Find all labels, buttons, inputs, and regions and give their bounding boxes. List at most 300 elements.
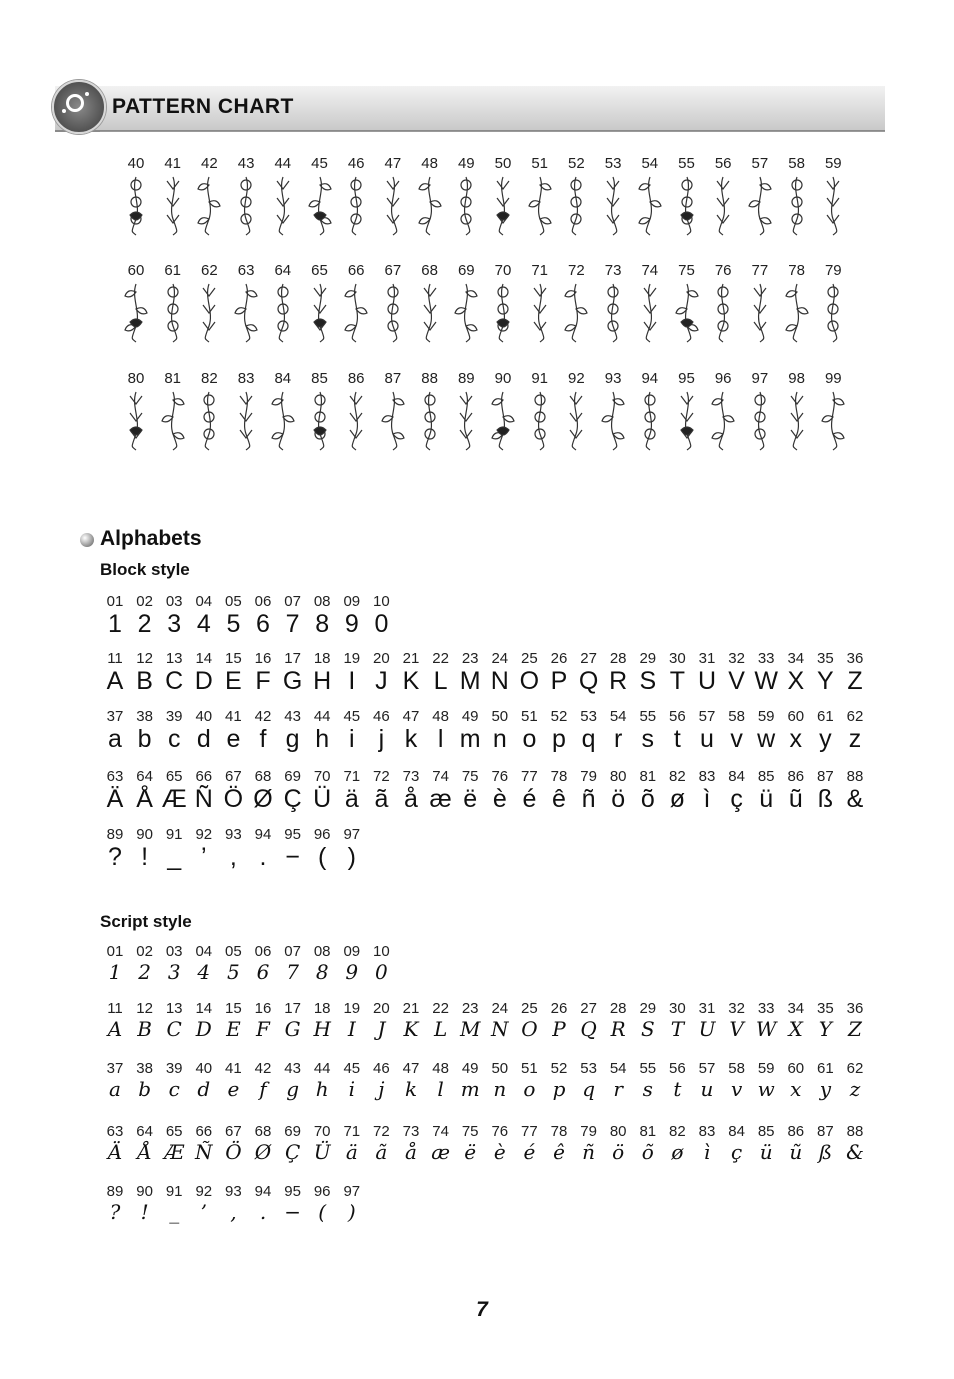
- alphabet-number: 33: [757, 650, 775, 667]
- alphabet-number: 32: [728, 650, 745, 667]
- alphabet-character: W: [755, 1017, 777, 1041]
- alphabet-character: 7: [286, 960, 299, 984]
- alphabet-number: 92: [195, 1183, 213, 1200]
- alphabet-character: &: [846, 785, 864, 813]
- alphabet-number: 60: [787, 708, 805, 725]
- stitch-pattern-icon: [415, 282, 445, 344]
- alphabet-number: 28: [609, 1000, 627, 1017]
- pattern-number: 45: [311, 155, 328, 172]
- pattern-number: 46: [347, 155, 365, 172]
- alphabet-number: 84: [728, 1123, 745, 1140]
- alphabet-character: ß: [818, 1140, 833, 1164]
- alphabet-character: 3: [167, 960, 181, 984]
- alphabet-character: .: [259, 1200, 267, 1224]
- alphabet-character: 8: [315, 610, 330, 638]
- alphabet-character: W: [754, 667, 778, 695]
- stitch-pattern-icon: [121, 175, 151, 237]
- alphabet-number: 08: [313, 943, 331, 960]
- alphabet-character: Q: [578, 667, 599, 695]
- alphabet-number: 88: [846, 1123, 864, 1140]
- pattern-number: 57: [751, 155, 769, 172]
- alphabet-character: E: [225, 667, 242, 695]
- alphabet-number: 61: [817, 1060, 834, 1077]
- alphabet-number: 65: [165, 768, 183, 785]
- stitch-pattern-icon: [451, 390, 481, 452]
- alphabet-number: 74: [432, 1123, 449, 1140]
- pattern-number: 96: [714, 370, 732, 387]
- alphabet-number: 22: [432, 1000, 449, 1017]
- alphabet-character: X: [788, 1017, 803, 1041]
- alphabet-character: ü: [759, 785, 774, 813]
- alphabet-character: 2: [137, 610, 152, 638]
- alphabet-character: ä: [344, 785, 359, 813]
- alphabet-character: M: [459, 1017, 481, 1041]
- alphabet-number: 52: [550, 708, 568, 725]
- stitch-pattern-icon: [635, 282, 665, 344]
- pattern-number: 93: [604, 370, 622, 387]
- stitch-pattern-icon: [305, 390, 335, 452]
- alphabet-character: g: [285, 725, 300, 753]
- alphabet-character: é: [522, 785, 537, 813]
- pattern-number: 65: [311, 262, 328, 279]
- alphabet-character: D: [195, 1017, 212, 1041]
- alphabet-character: M: [459, 667, 481, 695]
- alphabet-number: 38: [136, 1060, 153, 1077]
- stitch-pattern-icon: [525, 390, 555, 452]
- alphabet-number: 96: [313, 826, 331, 843]
- alphabet-character: v: [730, 725, 743, 753]
- alphabet-character: t: [673, 1077, 682, 1101]
- alphabet-character: ä: [345, 1140, 358, 1164]
- alphabet-number: 79: [580, 768, 597, 785]
- alphabet-number: 64: [136, 768, 153, 785]
- stitch-pattern-icon: [598, 390, 628, 452]
- stitch-pattern-icon: [635, 175, 665, 237]
- pattern-number: 92: [568, 370, 585, 387]
- stitch-pattern-icon: [341, 175, 371, 237]
- alphabet-number: 97: [343, 1183, 361, 1200]
- alphabet-number: 55: [639, 1060, 657, 1077]
- alphabet-number: 65: [165, 1123, 183, 1140]
- alphabet-number: 30: [669, 650, 686, 667]
- pattern-number: 94: [641, 370, 659, 387]
- alphabet-character: ñ: [582, 1140, 596, 1164]
- alphabet-character: h: [315, 725, 330, 753]
- stitch-pattern-icon: [194, 175, 224, 237]
- pattern-number: 67: [384, 262, 402, 279]
- alphabet-character: K: [403, 1017, 419, 1041]
- alphabet-number: 78: [550, 768, 568, 785]
- alphabet-character: k: [404, 1077, 418, 1101]
- alphabet-number: 24: [491, 1000, 509, 1017]
- alphabet-character: ø: [671, 1140, 684, 1164]
- alphabet-number: 77: [521, 1123, 538, 1140]
- stitch-pattern-icon: [415, 175, 445, 237]
- alphabet-character: !: [141, 843, 149, 871]
- alphabet-number: 96: [313, 1183, 331, 1200]
- stitch-pattern-icon: [158, 282, 188, 344]
- stitch-pattern-icon: [745, 390, 775, 452]
- pattern-number: 78: [788, 262, 805, 279]
- alphabet-character: ,: [229, 843, 237, 871]
- alphabet-number: 34: [787, 1000, 805, 1017]
- alphabet-number: 69: [284, 768, 301, 785]
- alphabet-character: .: [259, 843, 267, 871]
- alphabet-number: 15: [225, 1000, 242, 1017]
- alphabet-character: !: [140, 1200, 149, 1224]
- alphabet-character: S: [640, 1017, 655, 1041]
- alphabet-number: 85: [757, 1123, 775, 1140]
- pattern-number: 80: [127, 370, 145, 387]
- alphabet-character: ø: [669, 785, 686, 813]
- alphabet-number: 20: [373, 1000, 390, 1017]
- alphabet-number: 41: [225, 1060, 242, 1077]
- alphabet-character: Z: [847, 667, 863, 695]
- pattern-number: 98: [788, 370, 805, 387]
- alphabet-character: v: [730, 1077, 743, 1101]
- alphabet-number: 10: [373, 593, 390, 610]
- alphabet-number: 83: [698, 1123, 716, 1140]
- stitch-pattern-icon: [451, 282, 481, 344]
- stitch-pattern-icon: [672, 175, 702, 237]
- alphabet-character: ö: [611, 785, 626, 813]
- alphabet-character: B: [137, 1017, 152, 1041]
- alphabet-character: R: [609, 667, 628, 695]
- alphabet-character: f: [259, 725, 267, 753]
- pattern-number: 60: [127, 262, 145, 279]
- alphabet-character: e: [227, 1077, 240, 1101]
- alphabet-character: b: [138, 1077, 151, 1101]
- alphabet-character: w: [757, 725, 776, 753]
- alphabet-number: 19: [343, 650, 361, 667]
- pattern-number: 63: [237, 262, 255, 279]
- pattern-number: 81: [164, 370, 182, 387]
- alphabet-character: j: [378, 1077, 385, 1101]
- alphabet-number: 86: [787, 768, 805, 785]
- alphabet-number: 07: [284, 593, 301, 610]
- alphabet-number: 77: [521, 768, 538, 785]
- alphabet-number: 37: [106, 708, 124, 725]
- pattern-number: 42: [201, 155, 218, 172]
- alphabet-number: 28: [609, 650, 627, 667]
- page-title: PATTERN CHART: [112, 95, 294, 118]
- pattern-number: 48: [421, 155, 438, 172]
- alphabet-number: 16: [254, 1000, 272, 1017]
- alphabet-number: 57: [698, 708, 716, 725]
- alphabet-character: Z: [848, 1017, 862, 1041]
- alphabet-number: 36: [846, 650, 864, 667]
- alphabet-number: 17: [284, 650, 301, 667]
- alphabet-character: t: [673, 725, 681, 753]
- pattern-number: 61: [164, 262, 182, 279]
- alphabet-number: 43: [284, 708, 301, 725]
- alphabet-character: ü: [759, 1140, 773, 1164]
- alphabet-number: 04: [195, 943, 213, 960]
- alphabet-character: d: [197, 1077, 211, 1101]
- alphabet-character: A: [107, 1017, 123, 1041]
- alphabet-character: Å: [136, 785, 153, 813]
- alphabet-number: 66: [195, 768, 213, 785]
- alphabet-number: 26: [550, 650, 568, 667]
- alphabet-number: 15: [225, 650, 242, 667]
- alphabet-number: 29: [639, 1000, 657, 1017]
- pattern-number: 62: [201, 262, 218, 279]
- alphabet-number: 91: [165, 826, 183, 843]
- alphabet-number: 05: [225, 593, 242, 610]
- alphabet-character: 7: [285, 610, 300, 638]
- alphabet-character: d: [196, 725, 211, 753]
- alphabet-character: A: [106, 667, 124, 695]
- alphabet-number: 19: [343, 1000, 361, 1017]
- alphabet-character: _: [169, 1200, 180, 1224]
- stitch-pattern-icon: [672, 282, 702, 344]
- stitch-pattern-icon: [231, 282, 261, 344]
- alphabet-character: i: [349, 725, 355, 753]
- pattern-number: 72: [568, 262, 585, 279]
- alphabet-character: 3: [167, 610, 182, 638]
- alphabet-number: 22: [432, 650, 449, 667]
- stitch-pattern-icon: [268, 175, 298, 237]
- alphabet-number: 52: [550, 1060, 568, 1077]
- alphabet-number: 70: [313, 1123, 331, 1140]
- alphabet-number: 74: [432, 768, 449, 785]
- alphabet-number: 02: [136, 943, 153, 960]
- pattern-number: 76: [714, 262, 732, 279]
- alphabet-number: 49: [461, 708, 479, 725]
- pattern-number: 75: [678, 262, 695, 279]
- alphabet-number: 25: [521, 1000, 538, 1017]
- stitch-pattern-icon: [268, 390, 298, 452]
- alphabet-character: Æ: [164, 1140, 185, 1164]
- alphabet-number: 54: [609, 708, 627, 725]
- stitch-pattern-icon: [378, 282, 408, 344]
- alphabet-character: ì: [703, 1140, 711, 1164]
- alphabet-character: T: [669, 667, 686, 695]
- alphabet-character: õ: [640, 785, 655, 813]
- pattern-number: 77: [751, 262, 769, 279]
- alphabet-number: 90: [136, 826, 153, 843]
- dot-icon: [85, 92, 89, 96]
- alphabet-character: V: [728, 667, 745, 695]
- alphabet-character: ö: [612, 1140, 625, 1164]
- alphabet-character: 5: [227, 960, 240, 984]
- pattern-number: 90: [494, 370, 512, 387]
- alphabet-number: 48: [432, 1060, 449, 1077]
- pattern-number: 52: [568, 155, 585, 172]
- pattern-number: 69: [457, 262, 475, 279]
- alphabet-character: G: [282, 667, 303, 695]
- alphabet-character: b: [137, 725, 152, 753]
- stitch-pattern-icon: [121, 390, 151, 452]
- alphabet-number: 85: [757, 768, 775, 785]
- alphabet-character: k: [404, 725, 418, 753]
- pattern-number: 50: [494, 155, 512, 172]
- alphabet-character: O: [521, 1017, 538, 1041]
- alphabet-number: 91: [165, 1183, 183, 1200]
- alphabet-number: 45: [343, 708, 361, 725]
- alphabet-number: 33: [757, 1000, 775, 1017]
- alphabet-number: 55: [639, 708, 657, 725]
- alphabet-character: o: [523, 1077, 536, 1101]
- pattern-number: 44: [274, 155, 292, 172]
- alphabet-character: U: [698, 1017, 716, 1041]
- alphabet-number: 53: [580, 708, 597, 725]
- stitch-pattern-icon: [635, 390, 665, 452]
- alphabet-number: 01: [106, 593, 124, 610]
- alphabet-character: 8: [315, 960, 329, 984]
- stitch-pattern-icon: [782, 282, 812, 344]
- pattern-number: 55: [678, 155, 695, 172]
- alphabet-character: ë: [464, 1140, 477, 1164]
- alphabet-number: 59: [757, 708, 775, 725]
- alphabet-number: 75: [461, 768, 479, 785]
- stitch-pattern-icon: [194, 282, 224, 344]
- alphabet-character: ß: [817, 785, 834, 813]
- alphabet-number: 09: [343, 593, 361, 610]
- pattern-number: 58: [788, 155, 805, 172]
- alphabet-character: x: [789, 725, 803, 753]
- alphabet-number: 94: [254, 1183, 272, 1200]
- alphabet-character: Ü: [313, 785, 332, 813]
- alphabet-number: 97: [343, 826, 361, 843]
- alphabet-number: 82: [669, 1123, 686, 1140]
- alphabet-number: 88: [846, 768, 864, 785]
- alphabet-character: l: [437, 1077, 444, 1101]
- alphabet-character: 4: [197, 960, 211, 984]
- alphabet-number: 59: [757, 1060, 775, 1077]
- alphabet-character: m: [460, 1077, 480, 1101]
- stitch-pattern-icon: [745, 282, 775, 344]
- alphabet-number: 64: [136, 1123, 153, 1140]
- alphabet-number: 87: [817, 768, 834, 785]
- alphabet-number: 23: [461, 1000, 479, 1017]
- alphabet-number: 67: [225, 768, 242, 785]
- alphabet-number: 63: [106, 768, 124, 785]
- alphabet-character: ): [347, 1200, 356, 1224]
- alphabet-character: D: [194, 667, 213, 695]
- alphabet-number: 30: [669, 1000, 686, 1017]
- alphabet-number: 13: [165, 650, 183, 667]
- alphabet-number: 71: [343, 768, 361, 785]
- stitch-pattern-icon: [488, 390, 518, 452]
- alphabet-character: ã: [375, 1140, 388, 1164]
- alphabet-number: 34: [787, 650, 805, 667]
- alphabet-number: 31: [698, 650, 716, 667]
- alphabet-number: 94: [254, 826, 272, 843]
- alphabet-character: x: [790, 1077, 802, 1101]
- pattern-number: 70: [494, 262, 512, 279]
- stitch-pattern-icon: [231, 175, 261, 237]
- alphabet-number: 29: [639, 650, 657, 667]
- stitch-pattern-icon: [818, 175, 848, 237]
- stitch-pattern-icon: [488, 282, 518, 344]
- alphabet-number: 23: [461, 650, 479, 667]
- pattern-number: 86: [347, 370, 365, 387]
- alphabet-number: 83: [698, 768, 716, 785]
- alphabet-character: C: [166, 1017, 182, 1041]
- stitch-pattern-icon: [561, 282, 591, 344]
- alphabet-character: è: [493, 1140, 506, 1164]
- alphabet-number: 46: [373, 708, 390, 725]
- stitch-pattern-icon: [818, 390, 848, 452]
- alphabet-character: r: [614, 725, 623, 753]
- alphabet-character: G: [284, 1017, 301, 1041]
- alphabet-character: l: [437, 725, 444, 753]
- alphabet-character: õ: [641, 1140, 654, 1164]
- alphabet-number: 42: [254, 708, 272, 725]
- pattern-number: 97: [751, 370, 769, 387]
- page-number: 7: [476, 1298, 488, 1321]
- alphabet-character: Ç: [283, 785, 302, 813]
- alphabet-character: H: [313, 667, 332, 695]
- alphabet-character: ì: [703, 785, 711, 813]
- alphabet-number: 40: [195, 1060, 213, 1077]
- script-style-title: Script style: [100, 912, 192, 931]
- alphabet-character: u: [700, 725, 714, 753]
- alphabet-character: Ñ: [194, 785, 213, 813]
- pattern-number: 40: [127, 155, 145, 172]
- alphabet-character: Ö: [223, 785, 244, 813]
- alphabet-character: Å: [137, 1140, 152, 1164]
- stitch-pattern-icon: [782, 390, 812, 452]
- alphabet-character: Ä: [107, 1140, 123, 1164]
- alphabet-character: B: [136, 667, 153, 695]
- alphabet-number: 66: [195, 1123, 213, 1140]
- alphabet-number: 70: [313, 768, 331, 785]
- alphabet-number: 61: [817, 708, 834, 725]
- alphabet-character: Y: [818, 1017, 832, 1041]
- alphabet-number: 47: [402, 1060, 420, 1077]
- header-rule: [100, 131, 885, 132]
- pattern-number: 99: [824, 370, 842, 387]
- pattern-number: 74: [641, 262, 659, 279]
- alphabet-character: 1: [108, 960, 122, 984]
- pattern-number: 89: [457, 370, 475, 387]
- pattern-number: 54: [641, 155, 659, 172]
- alphabet-character: n: [492, 725, 507, 753]
- alphabet-character: y: [819, 725, 832, 753]
- alphabet-character: (: [318, 843, 327, 871]
- stitch-pattern-icon: [745, 175, 775, 237]
- alphabet-character: P: [552, 1017, 566, 1041]
- alphabet-number: 39: [165, 1060, 183, 1077]
- alphabet-character: å: [404, 785, 418, 813]
- alphabet-character: Ü: [313, 1140, 331, 1164]
- stitch-pattern-icon: [672, 390, 702, 452]
- alphabet-number: 50: [491, 1060, 509, 1077]
- alphabet-number: 03: [165, 943, 183, 960]
- alphabet-number: 95: [284, 1183, 301, 1200]
- alphabet-number: 63: [106, 1123, 124, 1140]
- alphabet-number: 79: [580, 1123, 597, 1140]
- pattern-number: 59: [824, 155, 842, 172]
- alphabet-character: ’: [200, 1200, 207, 1224]
- alphabet-character: æ: [431, 1140, 450, 1164]
- alphabet-character: V: [729, 1017, 744, 1041]
- alphabet-character: i: [348, 1077, 355, 1101]
- alphabet-number: 51: [521, 1060, 538, 1077]
- alphabet-character: −: [285, 843, 300, 871]
- alphabet-number: 48: [432, 708, 449, 725]
- alphabet-number: 68: [254, 768, 272, 785]
- alphabet-number: 18: [313, 650, 331, 667]
- alphabet-character: æ: [429, 785, 452, 813]
- alphabet-number: 80: [609, 1123, 627, 1140]
- alphabet-number: 02: [136, 593, 153, 610]
- alphabet-number: 87: [817, 1123, 834, 1140]
- stitch-pattern-icon: [451, 175, 481, 237]
- stitch-pattern-icon: [525, 175, 555, 237]
